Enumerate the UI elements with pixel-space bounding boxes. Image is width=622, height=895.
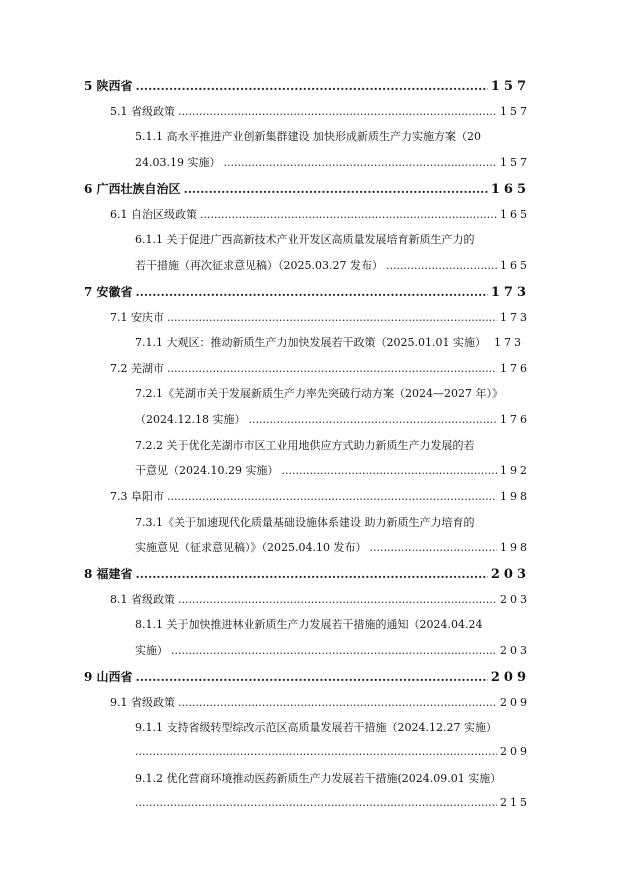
toc-entry-item-continued[interactable] <box>135 154 530 170</box>
toc-page-number: 176 <box>500 413 530 426</box>
toc-entry-title-cont: 若干措施（再次征求意见稿）（2025.03.27 发布） <box>135 259 383 272</box>
dot-leader <box>178 593 497 606</box>
toc-entry-title: 9 山西省 <box>84 670 133 684</box>
toc-entry-item[interactable] <box>135 334 560 350</box>
toc-page-number: 203 <box>490 567 530 582</box>
toc-entry-title: 8 福建省 <box>84 567 133 581</box>
toc-page-number: 203 <box>500 644 530 657</box>
toc-entry-item[interactable] <box>135 437 530 453</box>
dot-leader <box>171 644 497 657</box>
toc-entry-title: 5.1.1 高水平推进产业创新集群建设 加快形成新质生产力实施方案（20 <box>135 130 481 143</box>
toc-entry-chapter[interactable] <box>84 77 530 94</box>
toc-entry-item-continued[interactable] <box>135 462 530 478</box>
toc-entry-title: 8.1.1 关于加快推进林业新质生产力发展若干措施的通知（2024.04.24 <box>135 618 483 631</box>
toc-page-number: 209 <box>500 745 530 758</box>
toc-entry-item-continued[interactable] <box>135 257 530 273</box>
toc-entry-title: 7.1 安庆市 <box>110 311 164 324</box>
toc-entry-title: 5 陕西省 <box>84 79 133 93</box>
toc-page-number: 165 <box>500 259 530 272</box>
toc-entry-item[interactable] <box>135 514 530 530</box>
toc-entry-chapter[interactable] <box>84 283 530 300</box>
toc-page-number: 203 <box>500 593 530 606</box>
dot-leader <box>135 796 497 809</box>
toc-entry-title-cont: 干意见（2024.10.29 实施） <box>135 464 279 477</box>
toc-entry-section[interactable] <box>110 360 530 376</box>
toc-entry-chapter[interactable] <box>84 565 530 582</box>
toc-entry-item-continued[interactable] <box>135 411 530 427</box>
toc-entry-title: 6.1.1 关于促进广西高新技术产业开发区高质量发展培育新质生产力的 <box>135 233 475 246</box>
dot-leader <box>178 696 497 709</box>
toc-entry-chapter[interactable] <box>84 668 530 685</box>
toc-page-number: 209 <box>490 670 530 685</box>
toc-page-number: 198 <box>500 490 530 503</box>
toc-entry-title: 8.1 省级政策 <box>110 593 175 606</box>
toc-entry-title: 7.2.2 关于优化芜湖市市区工业用地供应方式助力新质生产力发展的若 <box>135 439 475 452</box>
toc-page-number: 198 <box>500 541 530 554</box>
toc-entry-title: 7 安徽省 <box>84 285 133 299</box>
toc-page-number: 173 <box>500 311 530 324</box>
toc-page-number: 215 <box>500 796 530 809</box>
dot-leader <box>369 541 497 554</box>
toc-entry-title: 7.2.1《芜湖市关于发展新质生产力率先突破行动方案（2024—2027 年）》 <box>135 387 503 400</box>
toc-entry-section[interactable] <box>110 206 530 222</box>
toc-entry-section[interactable] <box>110 694 530 710</box>
toc-entry-title: 9.1.2 优化营商环境推动医药新质生产力发展若干措施(2024.09.01 实施） <box>135 772 502 785</box>
toc-entry-item[interactable] <box>135 719 530 735</box>
toc-entry-title-cont: 实施意见（征求意见稿）》（2025.04.10 发布） <box>135 541 367 554</box>
toc-entry-title: 9.1 省级政策 <box>110 696 175 709</box>
toc-entry-item-continued[interactable] <box>135 539 530 555</box>
toc-entry-title-cont: 实施） <box>135 644 168 657</box>
toc-page-number: 209 <box>500 696 530 709</box>
toc-entry-item-continued[interactable] <box>135 745 530 758</box>
toc-entry-item[interactable] <box>135 616 530 632</box>
toc-entry-title-cont: （2024.12.18 实施） <box>135 413 246 426</box>
toc-entry-title-cont: 24.03.19 实施） <box>135 156 221 169</box>
toc-entry-item-continued[interactable] <box>135 642 530 658</box>
toc-page-number: 157 <box>500 156 530 169</box>
toc-entry-title: 7.3 阜阳市 <box>110 490 164 503</box>
toc-entry-title: 7.3.1《关于加速现代化质量基础设施体系建设 助力新质生产力培育的 <box>135 516 475 529</box>
toc-entry-item[interactable] <box>135 385 530 401</box>
dot-leader <box>167 311 497 324</box>
toc-page-number: 173 <box>493 336 524 349</box>
dot-leader <box>200 208 497 221</box>
dot-leader <box>135 745 497 758</box>
dot-leader <box>178 105 497 118</box>
toc-entry-item-continued[interactable] <box>135 796 530 809</box>
dot-leader <box>136 670 488 684</box>
toc-entry-title: 6 广西壮族自治区 <box>84 182 181 196</box>
toc-entry-title: 7.2 芜湖市 <box>110 362 164 375</box>
toc-page-number: 176 <box>500 362 530 375</box>
dot-leader <box>386 259 497 272</box>
toc-page-number: 192 <box>500 464 530 477</box>
dot-leader <box>167 490 497 503</box>
toc-entry-title: 5.1 省级政策 <box>110 105 175 118</box>
dot-leader <box>281 464 497 477</box>
dot-leader <box>136 79 488 93</box>
dot-leader <box>167 362 497 375</box>
toc-entry-item[interactable] <box>135 231 530 247</box>
toc-page-number: 165 <box>490 182 530 197</box>
toc-page-number: 173 <box>490 285 530 300</box>
toc-page-number: 157 <box>490 79 530 94</box>
toc-page-number: 157 <box>500 105 530 118</box>
dot-leader <box>223 156 497 169</box>
toc-entry-title: 7.1.1 大观区：推动新质生产力加快发展若干政策（2025.01.01 实施） <box>135 336 486 349</box>
toc-page-number: 165 <box>500 208 530 221</box>
dot-leader <box>136 285 488 299</box>
toc-entry-title: 6.1 自治区级政策 <box>110 208 197 221</box>
dot-leader <box>184 182 488 196</box>
toc-entry-section[interactable] <box>110 591 530 607</box>
toc-entry-section[interactable] <box>110 309 530 325</box>
toc-entry-chapter[interactable] <box>84 180 530 197</box>
toc-entry-title: 9.1.1 支持省级转型综改示范区高质量发展若干措施（2024.12.27 实施） <box>135 721 497 734</box>
toc-entry-section[interactable] <box>110 488 530 504</box>
dot-leader <box>248 413 497 426</box>
toc-entry-item[interactable] <box>135 770 530 786</box>
dot-leader <box>136 567 488 581</box>
toc-entry-item[interactable] <box>135 128 530 144</box>
toc-entry-section[interactable] <box>110 103 530 119</box>
